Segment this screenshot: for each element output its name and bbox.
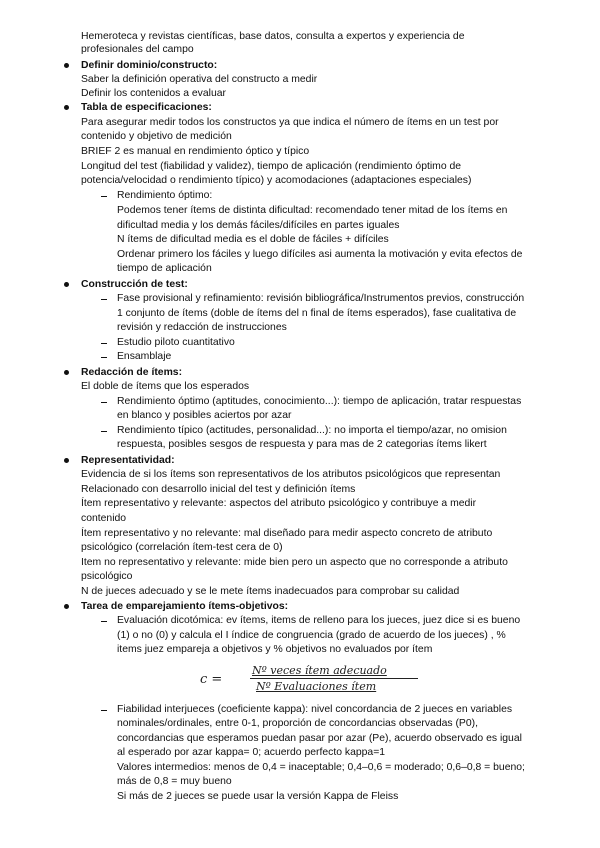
- bullet-icon: [64, 63, 69, 68]
- dash-icon: [101, 299, 107, 300]
- bullet-icon: [64, 282, 69, 287]
- sub-item-line: concordancias que esperamos puedan pasar por azar (Pe), acuerdo observado es igual: [117, 733, 522, 744]
- section-heading-redaccion: Redacción de ítems:: [81, 367, 183, 378]
- sub-item-line: al esperado por azar kappa= 0; acuerdo perfecto kappa=1: [117, 747, 386, 758]
- fraction-bar: [250, 678, 418, 679]
- sub-item-line: Fase provisional y refinamiento: revisión bibliográfica/Instrumentos previos, construcción: [117, 293, 525, 304]
- dash-icon: [101, 710, 107, 711]
- sub-item-line: N ítems de dificultad media es el doble de fáciles + difíciles: [117, 234, 389, 245]
- sub-item-line: Rendimiento típico (actitudes, personalidad...): no importa el tiempo/azar, no omision: [117, 425, 507, 436]
- body-line: El doble de ítems que los esperados: [81, 381, 250, 392]
- bullet-icon: [64, 370, 69, 375]
- sub-item-line: nominales/ordinales, entre 0-1, proporción de concordancias observadas (P0),: [117, 718, 478, 729]
- body-line: Ítem representativo y no relevante: mal diseñado para medir aspecto concreto de atributo: [81, 528, 493, 539]
- body-line: psicológico: [81, 571, 133, 582]
- section-heading-dominio: Definir dominio/constructo:: [81, 60, 218, 71]
- body-line: Evidencia de si los ítems son representativos de los atributos psicológicos que representan: [81, 469, 501, 480]
- formula-denominator: Nº Evaluaciones ítem: [256, 680, 377, 693]
- sub-item-title: Rendimiento óptimo:: [117, 190, 213, 201]
- bullet-icon: [64, 105, 69, 110]
- dash-icon: [101, 196, 107, 197]
- body-line: Longitud del test (fiabilidad y validez), tiempo de aplicación (rendimiento óptimo de: [81, 161, 462, 172]
- section-heading-representatividad: Representatividad:: [81, 455, 175, 466]
- sub-item-line: revisión y redacción de instrucciones: [117, 322, 287, 333]
- intro-line: Hemeroteca y revistas científicas, base datos, consulta a expertos y experiencia de: [81, 31, 465, 42]
- sub-item-line: Rendimiento óptimo (aptitudes, conocimiento...): tiempo de aplicación, tratar respuestas: [117, 396, 522, 407]
- dash-icon: [101, 431, 107, 432]
- sub-item-line: Valores intermedios: menos de 0,4 = inaceptable; 0,4–0,6 = moderado; 0,6–0,8 = bueno;: [117, 762, 525, 773]
- dash-icon: [101, 357, 107, 358]
- body-line: Saber la definición operativa del constructo a medir: [81, 74, 318, 85]
- sub-item-line: Evaluación dicotómica: ev ítems, items de relleno para los jueces, juez dice si es bueno: [117, 615, 521, 626]
- body-line: potencia/velocidad o rendimiento típico) y acomodaciones (adaptaciones especiales): [81, 175, 472, 186]
- dash-icon: [101, 402, 107, 403]
- body-line: Ítem representativo y relevante: aspectos del atributo psicológico y contribuye a medir: [81, 498, 477, 509]
- sub-item-line: Ordenar primero los fáciles y luego difíciles asi aumenta la motivación y evita efectos de: [117, 249, 523, 260]
- sub-item-line: Si más de 2 jueces se puede usar la versión Kappa de Fleiss: [117, 791, 399, 802]
- body-line: Definir los contenidos a evaluar: [81, 88, 226, 99]
- dash-icon: [101, 343, 107, 344]
- intro-line: profesionales del campo: [81, 44, 194, 55]
- sub-item-line: respuesta, posibles sesgos de respuesta y para mas de 2 categorias ítems likert: [117, 439, 487, 450]
- formula-numerator: Nº veces ítem adecuado: [252, 664, 387, 677]
- body-line: Relacionado con desarrollo inicial del test y definición ítems: [81, 484, 356, 495]
- body-line: psicológico (correlación ítem-test cera de 0): [81, 542, 283, 553]
- body-line: contenido y objetivo de medición: [81, 131, 232, 142]
- body-line: Item no representativo y relevante: mide bien pero un aspecto que no corresponde a atributo: [81, 557, 508, 568]
- sub-item-line: items juez empareja a objetivos y % objetivos no evaluados por ítem: [117, 644, 433, 655]
- section-heading-tabla: Tabla de especificaciones:: [81, 102, 212, 113]
- body-line: N de jueces adecuado y se le mete ítems inadecuados para comprobar su calidad: [81, 586, 460, 597]
- bullet-icon: [64, 458, 69, 463]
- sub-item-line: 1 conjunto de ítems (doble de ítems del n final de ítems esperados), fase cualitativa de: [117, 308, 517, 319]
- dash-icon: [101, 621, 107, 622]
- sub-item-line: Fiabilidad interjueces (coeficiente kappa): nivel concordancia de 2 jueces en variables: [117, 704, 513, 715]
- sub-item-line: Estudio piloto cuantitativo: [117, 337, 235, 348]
- section-heading-emparejamiento: Tarea de emparejamiento ítems-objetivos:: [81, 601, 289, 612]
- body-line: BRIEF 2 es manual en rendimiento óptico y típico: [81, 146, 310, 157]
- section-heading-construccion: Construcción de test:: [81, 279, 188, 290]
- sub-item-line: dificultad media y los demás fáciles/difíciles en partes iguales: [117, 220, 400, 231]
- body-line: Para asegurar medir todos los constructos ya que indica el número de ítems en un test por: [81, 117, 499, 128]
- sub-item-line: tiempo de aplicación: [117, 263, 212, 274]
- bullet-icon: [64, 604, 69, 609]
- formula-lhs: c =: [200, 672, 223, 687]
- sub-item-line: Ensamblaje: [117, 351, 172, 362]
- body-line: contenido: [81, 513, 127, 524]
- sub-item-line: en blanco y posibles aciertos por azar: [117, 410, 292, 421]
- sub-item-line: más de 0,8 = muy bueno: [117, 776, 232, 787]
- sub-item-line: (1) o no (0) y calcula el I índice de congruencia (grado de acuerdo de los jueces) , %: [117, 630, 506, 641]
- congruence-formula: [200, 664, 420, 694]
- sub-item-line: Podemos tener ítems de distinta dificultad: recomendado tener mitad de los ítems en: [117, 205, 508, 216]
